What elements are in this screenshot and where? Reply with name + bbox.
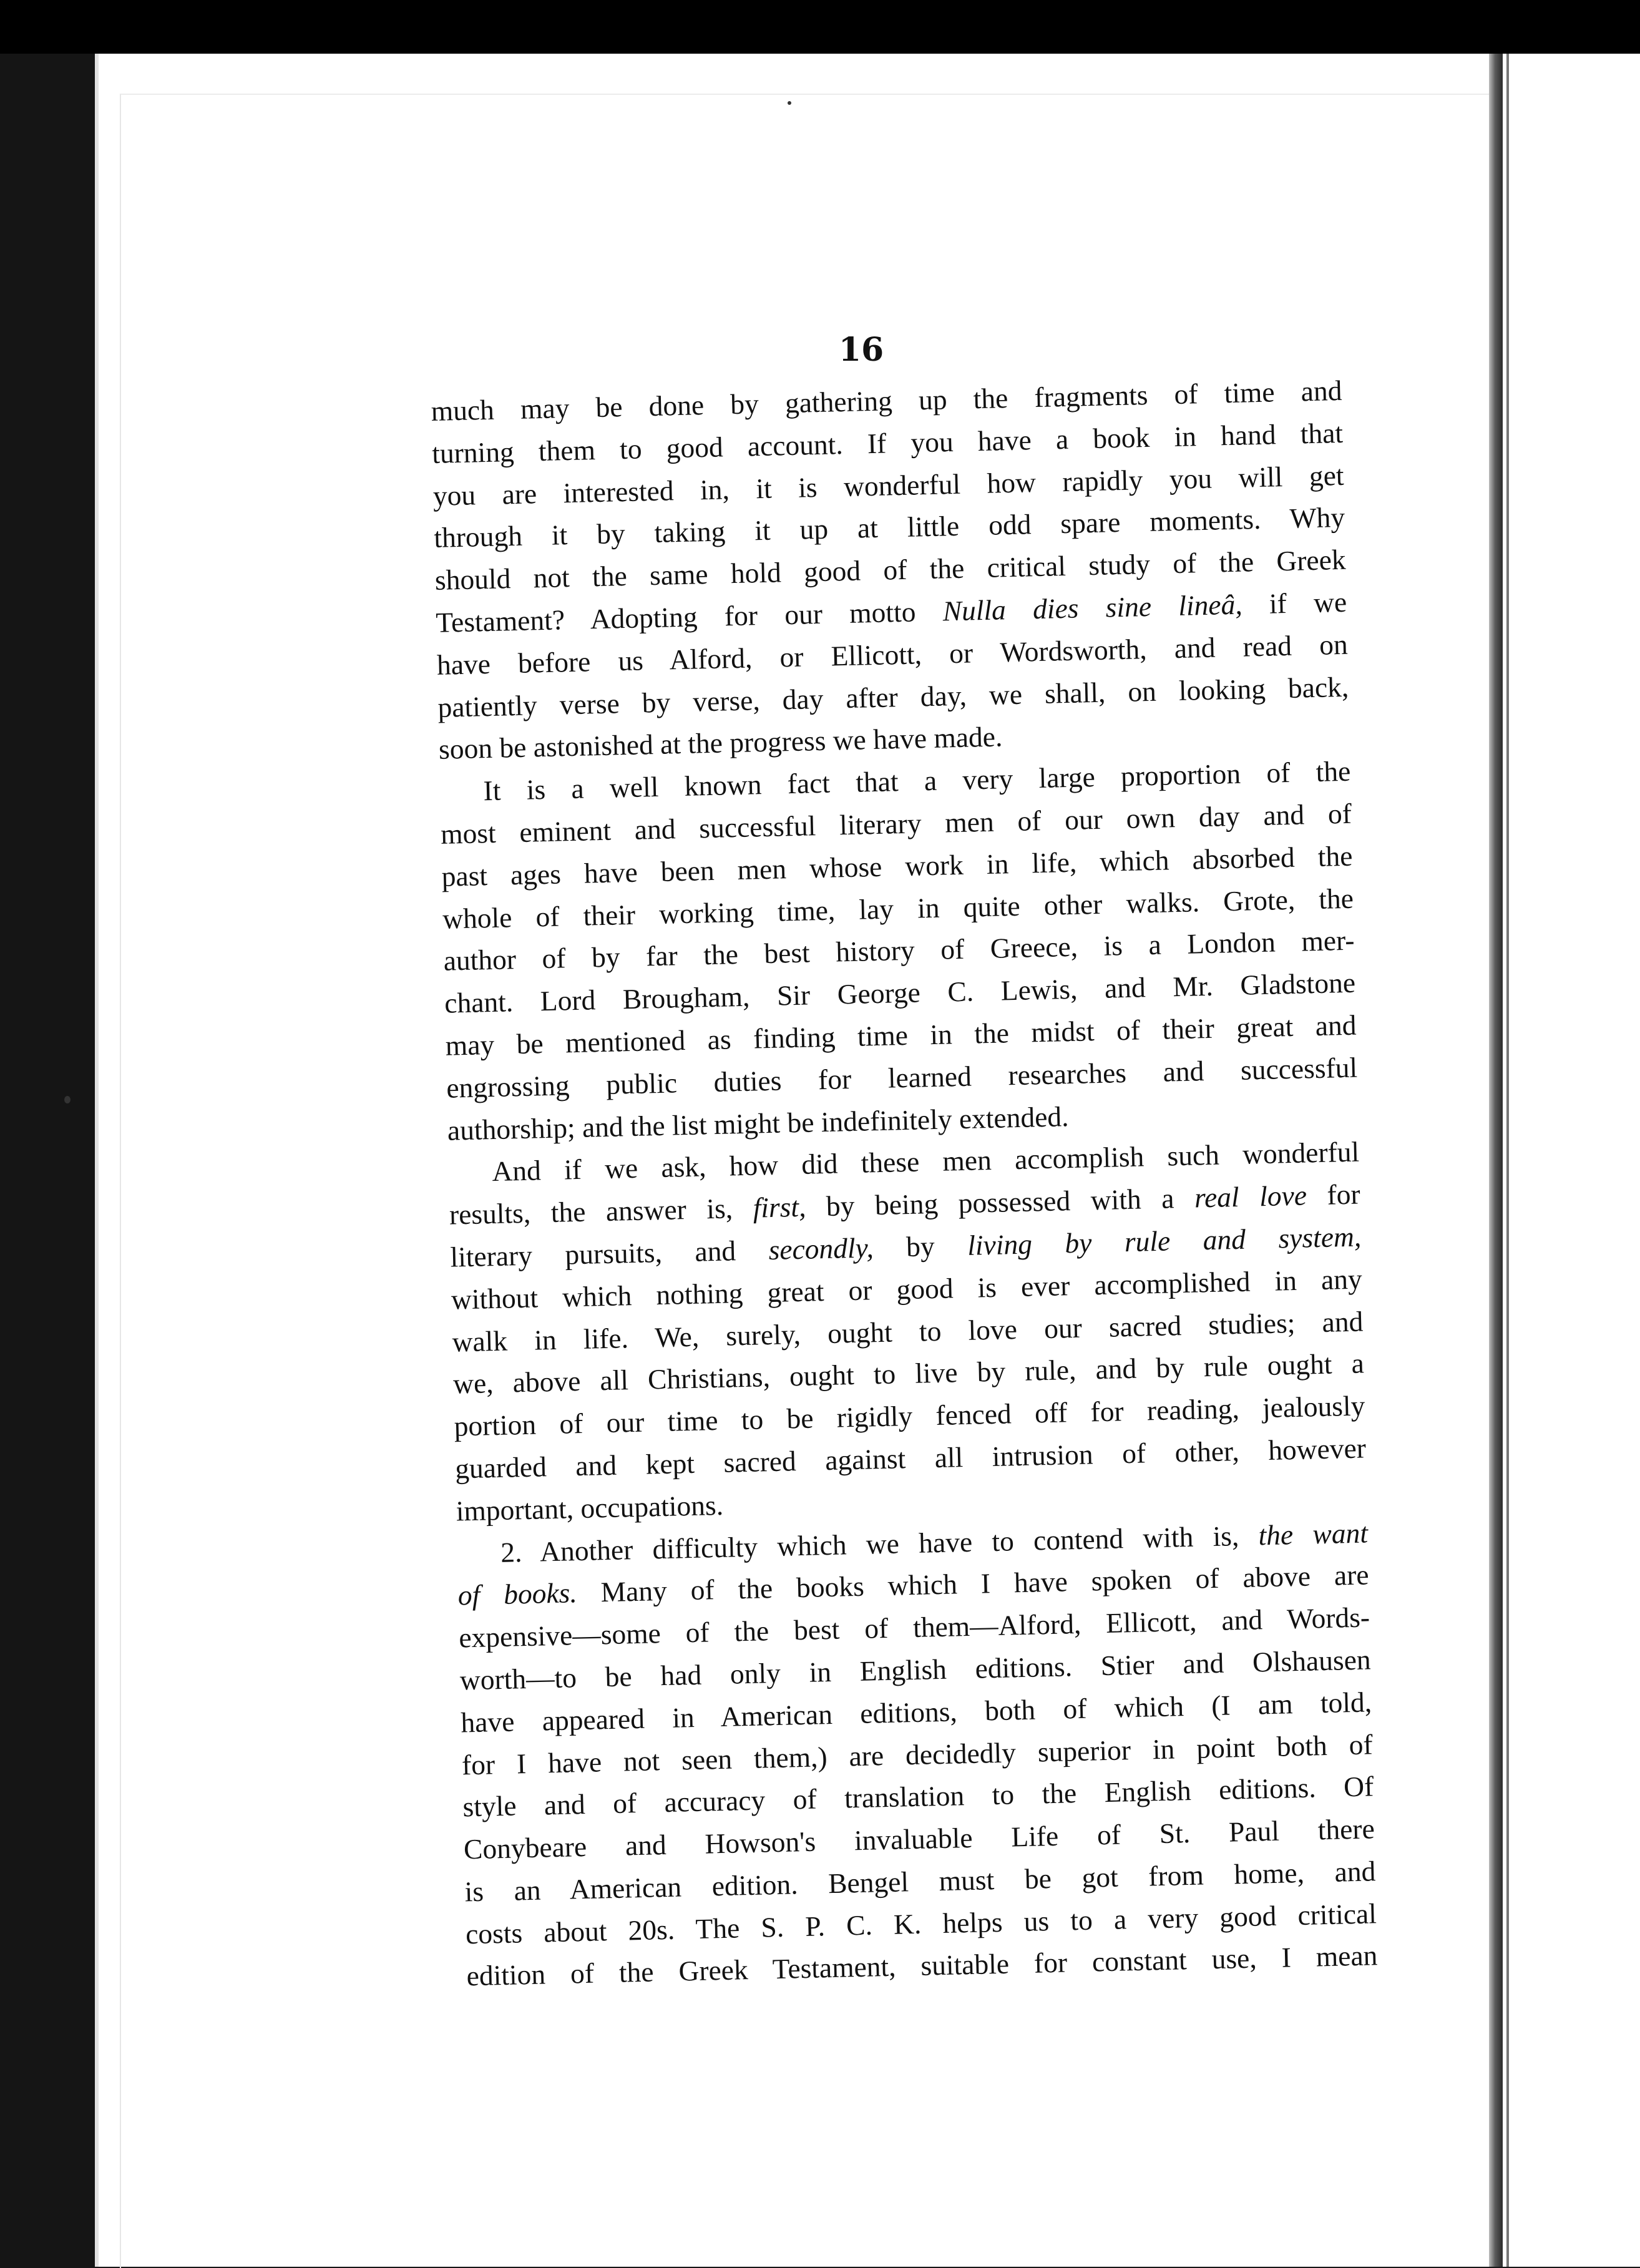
text-run: 2. Another difficulty which we have to contend with is,: [500, 1518, 1259, 1568]
text-run: literary pursuits, and: [449, 1234, 769, 1273]
emphasis: secondly,: [768, 1231, 874, 1266]
text-line: may be mentioned as finding time in the midst of their great and: [445, 1009, 1357, 1062]
emphasis: living by rule and system,: [967, 1220, 1362, 1261]
text-line: turning them to good account. If you have a book in hand that: [431, 416, 1344, 469]
body-text: [431, 369, 1378, 1998]
emphasis: of books.: [457, 1576, 578, 1611]
gutter-shadow: [1489, 54, 1503, 2267]
emphasis: first,: [753, 1190, 806, 1224]
text-line: chant. Lord Brougham, Sir George C. Lewis, and Mr. Gladstone: [444, 966, 1356, 1019]
emphasis: the want: [1257, 1516, 1369, 1551]
text-line: should not the same hold good of the critical study of the Greek: [434, 543, 1347, 597]
text-run: by being possessed with a: [805, 1181, 1195, 1223]
text-line: costs about 20s. The S. P. C. K. helps us to a very good critical: [465, 1897, 1377, 1950]
scan-border-top: [0, 0, 1640, 54]
text-line: Conybeare and Howson's invaluable Life of St. Paul there: [463, 1812, 1375, 1865]
text-line: through it by taking it up at little odd spare moments. Why: [433, 501, 1345, 554]
text-line: And if we ask, how did these men accomplish such wonderful: [491, 1135, 1360, 1188]
text-line: patiently verse by verse, day after day, we shall, on looking back,: [437, 670, 1349, 723]
text-line: most eminent and successful literary men of our own day and of: [440, 797, 1352, 850]
text-line: you are interested in, it is wonderful how rapidly you will get: [432, 459, 1345, 512]
emphasis: real love: [1194, 1179, 1307, 1214]
text-line: we, above all Christians, ought to live by rule, and by rule ought a: [452, 1347, 1365, 1400]
text-line: for I have not seen them,) are decidedly superior in point both of: [461, 1728, 1374, 1781]
text-line: whole of their working time, lay in quite other walks. Grote, the: [442, 882, 1354, 935]
text-line: It is a well known fact that a very large proportion of the: [483, 755, 1351, 807]
latin-motto: Nulla dies sine lineâ,: [942, 588, 1243, 627]
text-line: authorship; and the list might be indefinitely extended.: [447, 1100, 1069, 1146]
text-run: by: [873, 1229, 968, 1264]
text-line: is an American edition. Bengel must be got from home, and: [464, 1855, 1376, 1908]
text-line: edition of the Greek Testament, suitable for constant use, I mean: [466, 1939, 1378, 1992]
text-line: important, occupations.: [456, 1488, 724, 1527]
text-run: Many of the books which I have spoken of above are: [577, 1558, 1370, 1609]
text-line: without which nothing great or good is ever accomplished in any: [451, 1263, 1363, 1316]
text-run: for: [1306, 1178, 1361, 1211]
text-line: worth—to be had only in English editions. Stier and Olshausen: [459, 1643, 1372, 1696]
gutter-line: [1506, 54, 1509, 2267]
text-line: expensive—some of the best of them—Alford, Ellicott, and Words-: [458, 1601, 1370, 1654]
text-line: portion of our time to be rigidly fenced off for reading, jealously: [454, 1389, 1365, 1442]
text-line: walk in life. We, surely, ought to love our sacred studies; and: [452, 1305, 1364, 1358]
text-run: results, the answer is,: [449, 1191, 754, 1231]
facing-page-edge: [1499, 54, 1640, 2267]
text-line: engrossing public duties for learned researches and successful: [446, 1051, 1358, 1104]
text-run: if we: [1242, 585, 1347, 620]
text-line: soon be astonished at the progress we have made.: [438, 720, 1003, 766]
text-line: have before us Alford, or Ellicott, or Wordsworth, and read on: [436, 628, 1349, 681]
text-line: guarded and kept sacred against all intrusion of other, however: [454, 1432, 1367, 1485]
text-run: Testament? Adopting for our motto: [435, 595, 944, 638]
text-line: have appeared in American editions, both of which (I am told,: [460, 1686, 1372, 1739]
ink-speck: [788, 101, 791, 105]
ink-speck: [64, 1096, 71, 1103]
text-line: much may be done by gathering up the fragments of time and: [431, 374, 1342, 427]
text-line: author of by far the best history of Greece, is a London mer-: [443, 924, 1355, 977]
page-number: 16: [838, 331, 884, 369]
text-line: past ages have been men whose work in life, which absorbed the: [441, 839, 1353, 892]
text-line: style and of accuracy of translation to the English editions. Of: [462, 1770, 1374, 1823]
